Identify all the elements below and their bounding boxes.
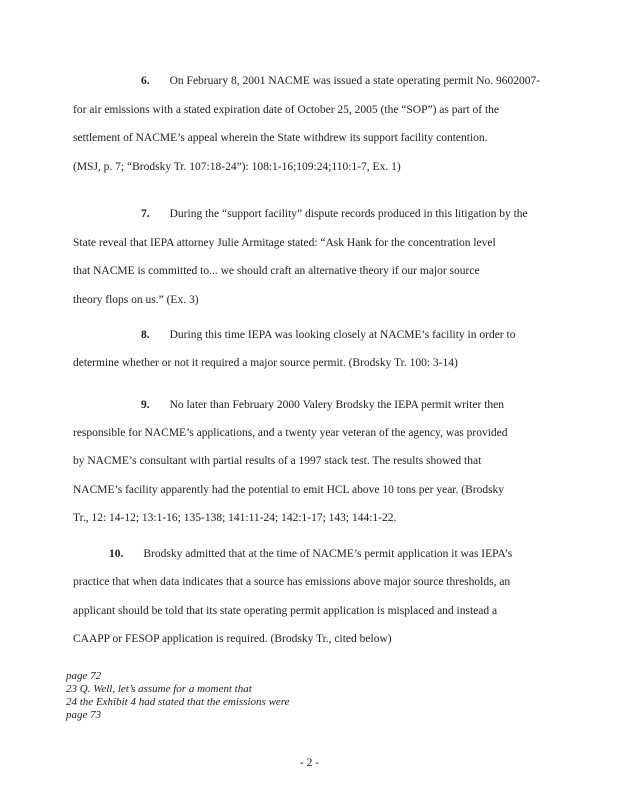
transcript-line: 23 Q. Well, let’s assume for a moment that (66, 683, 252, 695)
paragraph-line: applicant should be told that its state operating permit application is misplaced and instead a (73, 605, 498, 617)
paragraph-number: 7. (141, 208, 150, 220)
paragraph-line: Tr., 12: 14-12; 13:1-16; 135-138; 141:11-24; 142:1-17; 143; 144:1-22. (73, 512, 397, 524)
paragraph-number: 9. (141, 399, 150, 411)
paragraph-line: (MSJ, p. 7; “Brodsky Tr. 107:18-24”): 108:1-16;109:24;110:1-7, Ex. 1) (73, 161, 401, 173)
paragraph-line: settlement of NACME’s appeal wherein the State withdrew its support facility contention. (73, 132, 488, 144)
paragraph-text: During the “support facility” dispute records produced in this litigation by the (169, 208, 528, 220)
transcript-line: 24 the Exhibit 4 had stated that the emissions were (66, 696, 290, 708)
paragraph-line (73, 207, 528, 221)
paragraph-line: practice that when data indicates that a source has emissions above major source thresholds, an (73, 576, 511, 588)
transcript-line: page 72 (66, 670, 102, 682)
paragraph-line: determine whether or not it required a major source permit. (Brodsky Tr. 100: 3-14) (73, 357, 458, 369)
paragraph-line: that NACME is committed to... we should craft an alternative theory if our major source (73, 265, 480, 277)
paragraph-line (73, 547, 512, 561)
paragraph-line (73, 398, 504, 412)
paragraph-text: Brodsky admitted that at the time of NACME’s permit application it was IEPA’s (143, 548, 513, 560)
paragraph-text: No later than February 2000 Valery Brodsky the IEPA permit writer then (169, 399, 505, 411)
transcript-line: page 73 (66, 709, 102, 721)
paragraph-number: 8. (141, 329, 150, 341)
paragraph-line: CAAPP or FESOP application is required. (Brodsky Tr., cited below) (73, 633, 392, 645)
paragraph-text: On February 8, 2001 NACME was issued a state operating permit No. 9602007- (169, 75, 541, 87)
paragraph-number: 10. (109, 548, 124, 560)
paragraph-number: 6. (141, 75, 150, 87)
paragraph-line: for air emissions with a stated expiration date of October 25, 2005 (the “SOP”) as part of the (73, 104, 500, 116)
paragraph-line: by NACME’s consultant with partial results of a 1997 stack test. The results showed that (73, 455, 482, 467)
paragraph-line: theory flops on us.” (Ex. 3) (73, 294, 199, 306)
paragraph-text: During this time IEPA was looking closely at NACME’s facility in order to (169, 329, 516, 341)
paragraph-line: responsible for NACME’s applications, and a twenty year veteran of the agency, was provided (73, 427, 508, 439)
paragraph-line: State reveal that IEPA attorney Julie Armitage stated: “Ask Hank for the concentration level (73, 237, 496, 249)
paragraph-line (73, 328, 515, 342)
paragraph-line: NACME’s facility apparently had the potential to emit HCL above 10 tons per year. (Brodsky (73, 484, 505, 496)
paragraph-line (73, 74, 540, 88)
page-number: - 2 - (299, 757, 320, 769)
